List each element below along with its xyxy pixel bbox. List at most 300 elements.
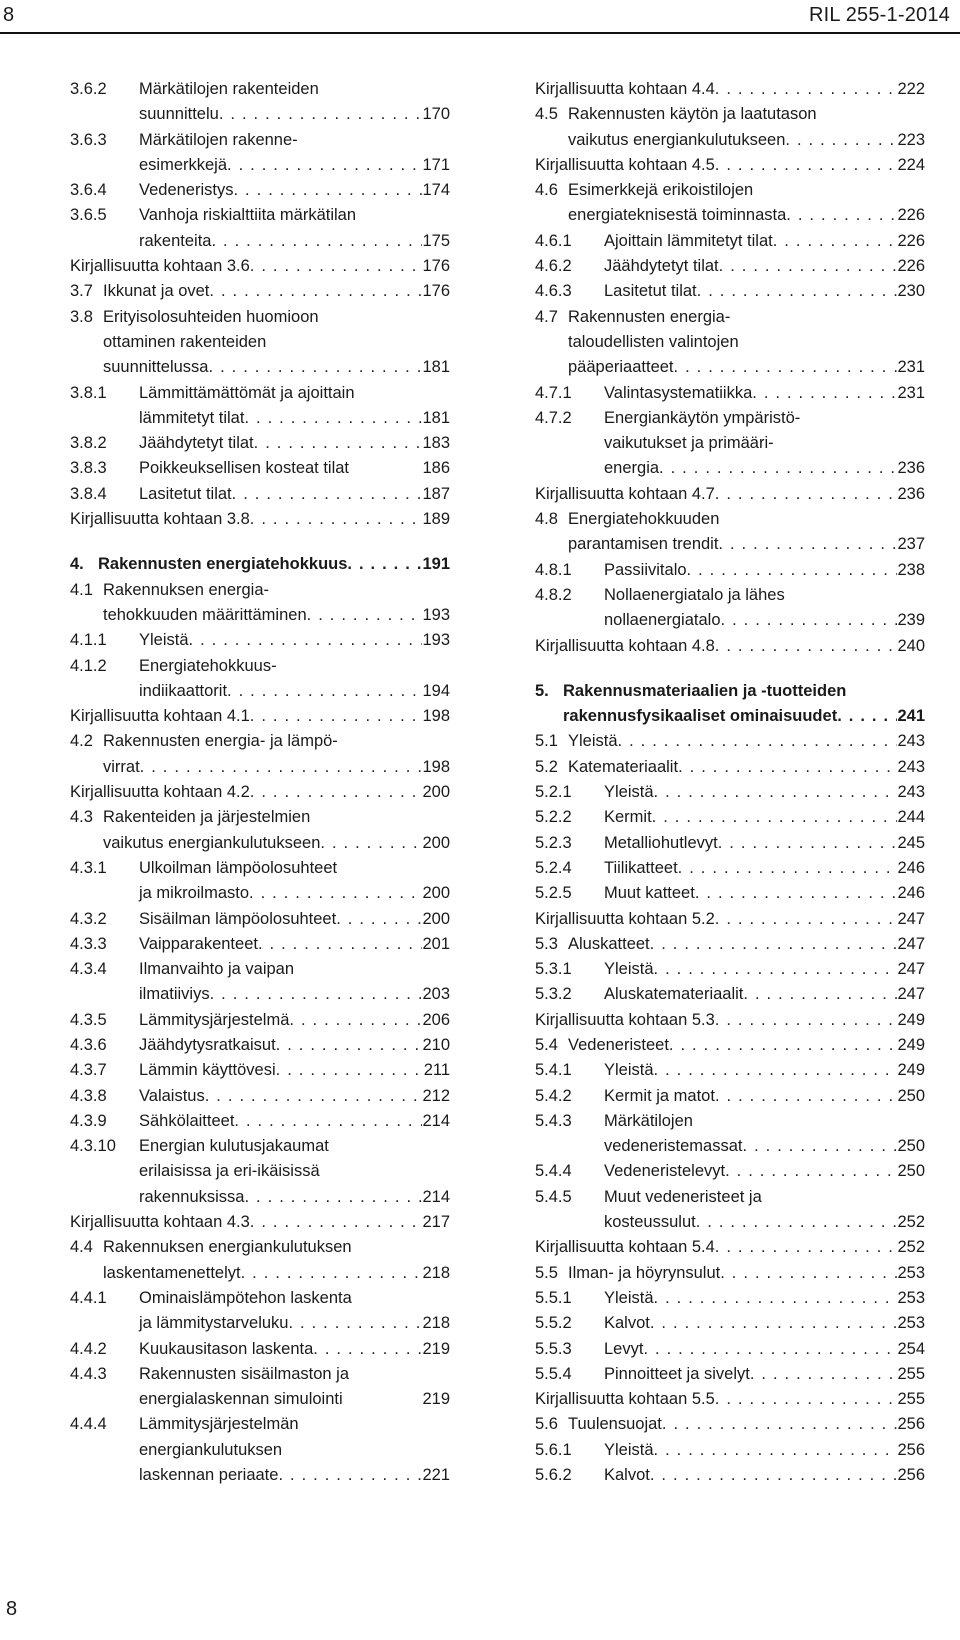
- leader-dots: [307, 603, 423, 628]
- toc-entry-title: Yleistä: [604, 1440, 654, 1459]
- leader-dots: [219, 102, 423, 127]
- toc-literature-entry[interactable]: [535, 907, 925, 932]
- header-rule: [0, 32, 960, 34]
- leader-dots: [209, 355, 423, 380]
- toc-entry-number: 4.1: [70, 580, 93, 599]
- toc-chapter-entry[interactable]: [70, 552, 450, 577]
- toc-page-number: 243: [897, 783, 925, 802]
- toc-page-number: 224: [897, 155, 925, 174]
- toc-entry[interactable]: [70, 1134, 450, 1210]
- toc-entry[interactable]: [70, 1362, 450, 1413]
- toc-page-number: 254: [897, 1339, 925, 1358]
- toc-entry[interactable]: [535, 102, 925, 153]
- toc-entry[interactable]: [535, 1159, 925, 1184]
- leader-dots: [232, 482, 423, 507]
- toc-entry-number: 5.5.1: [535, 1288, 572, 1307]
- toc-literature-entry[interactable]: [535, 482, 925, 507]
- toc-entry[interactable]: [70, 381, 450, 432]
- toc-entry-number: 4.3.6: [70, 1035, 107, 1054]
- toc-entry[interactable]: [535, 755, 925, 780]
- toc-entry[interactable]: [70, 1286, 450, 1337]
- leader-dots: [695, 881, 898, 906]
- toc-entry-number: 3.6.2: [70, 80, 107, 98]
- toc-entry[interactable]: [70, 203, 450, 254]
- toc-entry-number: 5.5: [535, 1263, 558, 1282]
- toc-entry-number: 5.2: [535, 757, 558, 776]
- toc-entry-number: 4.6: [535, 181, 558, 200]
- toc-entry-title: Lämmin käyttövesi: [139, 1061, 276, 1080]
- toc-page-number: 191: [422, 555, 450, 574]
- toc-page-number: 200: [422, 783, 450, 802]
- toc-literature-entry[interactable]: [535, 1387, 925, 1412]
- leader-dots: [659, 456, 897, 481]
- toc-entry[interactable]: [70, 1337, 450, 1362]
- toc-page-number: 222: [897, 80, 925, 98]
- leader-dots: [715, 1235, 898, 1260]
- leader-dots: [718, 532, 897, 557]
- toc-entry[interactable]: [70, 1109, 450, 1134]
- toc-entry-number: 4.4.3: [70, 1364, 107, 1383]
- toc-entry[interactable]: [535, 780, 925, 805]
- toc-entry[interactable]: [70, 1235, 450, 1286]
- toc-entry-number: 4.3.7: [70, 1061, 107, 1080]
- toc-page-number: 247: [897, 909, 925, 928]
- leader-dots: [715, 1084, 898, 1109]
- toc-page-number: 240: [897, 636, 925, 655]
- toc-entry[interactable]: [70, 456, 450, 481]
- toc-entry-title: rakenteita: [139, 231, 212, 250]
- toc-entry[interactable]: [535, 1109, 925, 1160]
- toc-entry[interactable]: [535, 583, 925, 634]
- leader-dots: [720, 1261, 897, 1286]
- toc-page-number: 247: [897, 985, 925, 1004]
- toc-entry-title: ilmatiiviys: [139, 985, 210, 1004]
- toc-entry[interactable]: [535, 1337, 925, 1362]
- toc-entry-title: Kermit: [604, 808, 652, 827]
- leader-dots: [233, 178, 422, 203]
- toc-entry-title: Rakennusten energia-: [568, 307, 731, 326]
- toc-entry-number: 5.6.2: [535, 1466, 572, 1485]
- toc-literature-entry[interactable]: [535, 153, 925, 178]
- leader-dots: [687, 558, 898, 583]
- toc-entry-title: Aluskatteet: [568, 934, 650, 953]
- toc-entry-title: Lämmitysjärjestelmän: [139, 1415, 299, 1434]
- toc-page-number: 194: [422, 681, 450, 700]
- toc-entry[interactable]: [535, 178, 925, 229]
- toc-literature-entry[interactable]: [70, 704, 450, 729]
- toc-entry-title: Pinnoitteet ja sivelyt: [604, 1364, 750, 1383]
- leader-dots: [715, 77, 898, 102]
- toc-entry[interactable]: [535, 1058, 925, 1083]
- toc-chapter-entry[interactable]: [535, 679, 925, 730]
- toc-entry-title: Ulkoilman lämpöolosuhteet: [139, 858, 338, 877]
- toc-entry-number: 4.3.2: [70, 909, 107, 928]
- toc-entry-title: Märkätilojen rakenteiden: [139, 80, 319, 98]
- leader-dots: [650, 1311, 898, 1336]
- toc-entry-title: lämmitetyt tilat: [139, 408, 245, 427]
- toc-entry-number: 5.4: [535, 1035, 558, 1054]
- toc-entry-title: indiikaattorit: [139, 681, 228, 700]
- leader-dots: [743, 982, 897, 1007]
- toc-entry-title: Ikkunat ja ovet: [103, 282, 210, 301]
- toc-entry[interactable]: [70, 482, 450, 507]
- toc-entry-title: tehokkuuden määrittäminen: [103, 605, 307, 624]
- toc-page-number: 218: [422, 1314, 450, 1333]
- toc-entry-title: virrat: [103, 757, 140, 776]
- toc-entry[interactable]: [70, 305, 450, 381]
- toc-page-number: 176: [422, 257, 450, 276]
- toc-entry-number: 5.1: [535, 732, 558, 751]
- leader-dots: [652, 805, 898, 830]
- toc-entry-number: 3.6.5: [70, 206, 107, 225]
- toc-entry[interactable]: [70, 1008, 450, 1033]
- toc-entry[interactable]: [535, 957, 925, 982]
- leader-dots: [715, 482, 898, 507]
- toc-page-number: 249: [897, 1010, 925, 1029]
- toc-entry[interactable]: [70, 654, 450, 705]
- toc-entry-title: ottaminen rakenteiden: [103, 332, 267, 351]
- toc-entry-title: Kuukausitason laskenta: [139, 1339, 314, 1358]
- toc-page-number: 171: [422, 155, 450, 174]
- toc-entry[interactable]: [70, 578, 450, 629]
- toc-page-number: 176: [422, 282, 450, 301]
- toc-literature-entry[interactable]: [70, 1210, 450, 1235]
- toc-entry-title: Ominaislämpötehon laskenta: [139, 1288, 352, 1307]
- toc-entry-number: 4.8.1: [535, 560, 572, 579]
- toc-page-number: 221: [422, 1466, 450, 1485]
- toc-entry[interactable]: [70, 932, 450, 957]
- leader-dots: [786, 203, 897, 228]
- toc-entry-title: Vedeneristeet: [568, 1035, 669, 1054]
- toc-page-number: 249: [897, 1035, 925, 1054]
- toc-entry[interactable]: [535, 1084, 925, 1109]
- toc-literature-entry[interactable]: [70, 780, 450, 805]
- leader-dots: [336, 907, 422, 932]
- toc-entry-title: Rakennuksen energiankulutuksen: [103, 1238, 352, 1257]
- toc-entry-number: 4.6.3: [535, 282, 572, 301]
- leader-dots: [140, 755, 423, 780]
- leader-dots: [837, 704, 897, 729]
- toc-entry[interactable]: [535, 881, 925, 906]
- leader-dots: [696, 1210, 898, 1235]
- toc-entry-number: 3.8: [70, 307, 93, 326]
- toc-entry-title: pääperiaatteet: [568, 358, 674, 377]
- toc-entry[interactable]: [535, 558, 925, 583]
- toc-entry[interactable]: [70, 77, 450, 128]
- toc-entry[interactable]: [70, 907, 450, 932]
- toc-literature-entry[interactable]: [535, 1008, 925, 1033]
- toc-page-number: 193: [422, 605, 450, 624]
- toc-page-number: 181: [422, 358, 450, 377]
- leader-dots: [678, 856, 898, 881]
- toc-page-number: 237: [897, 535, 925, 554]
- leader-dots: [678, 755, 897, 780]
- leader-dots: [313, 1337, 422, 1362]
- leader-dots: [241, 1261, 423, 1286]
- toc-entry-title: Yleistä: [604, 783, 654, 802]
- toc-page-number: 198: [422, 707, 450, 726]
- toc-entry-title: Ilman- ja höyrynsulut: [568, 1263, 721, 1282]
- toc-literature-entry[interactable]: [70, 507, 450, 532]
- leader-dots: [258, 932, 423, 957]
- toc-entry[interactable]: [535, 982, 925, 1007]
- leader-dots: [288, 1311, 422, 1336]
- leader-dots: [669, 1033, 898, 1058]
- toc-entry[interactable]: [70, 957, 450, 1008]
- toc-entry[interactable]: [535, 381, 925, 406]
- toc-entry-number: 5.: [535, 681, 549, 700]
- leader-dots: [718, 831, 898, 856]
- toc-entry-title: Kalvot: [604, 1314, 650, 1333]
- toc-entry-title: rakennuksissa: [139, 1187, 245, 1206]
- toc-entry-title: suunnittelu: [139, 105, 219, 124]
- toc-entry-number: 4.6.1: [535, 231, 572, 250]
- section-gap: [70, 532, 450, 552]
- toc-entry-title: Kirjallisuutta kohtaan 3.8: [70, 510, 250, 529]
- toc-entry-title: Rakennuksen energia-: [103, 580, 270, 599]
- toc-entry[interactable]: [535, 831, 925, 856]
- toc-page-number: 214: [422, 1111, 450, 1130]
- toc-entry[interactable]: [535, 254, 925, 279]
- toc-page-number: 175: [422, 231, 450, 250]
- toc-entry-title: Kirjallisuutta kohtaan 3.6: [70, 257, 250, 276]
- toc-entry-number: 5.3: [535, 934, 558, 953]
- toc-entry-number: 5.4.2: [535, 1086, 572, 1105]
- toc-entry-number: 4.4: [70, 1238, 93, 1257]
- toc-entry-title: Vedeneristys: [139, 181, 234, 200]
- toc-page-number: 193: [422, 631, 450, 650]
- toc-literature-entry[interactable]: [535, 634, 925, 659]
- toc-page-number: 206: [422, 1010, 450, 1029]
- toc-entry-title: Sähkölaitteet: [139, 1111, 235, 1130]
- toc-entry[interactable]: [535, 805, 925, 830]
- toc-entry[interactable]: [535, 932, 925, 957]
- toc-entry-title: Märkätilojen: [604, 1111, 693, 1130]
- toc-entry-number: 4.8.2: [535, 585, 572, 604]
- toc-entry[interactable]: [535, 1463, 925, 1488]
- toc-page-number: 255: [897, 1364, 925, 1383]
- toc-entry-title: Valaistus: [139, 1086, 205, 1105]
- leader-dots: [278, 1463, 422, 1488]
- leader-dots: [750, 1362, 898, 1387]
- toc-entry[interactable]: [70, 729, 450, 780]
- toc-page-number: 211: [423, 1061, 450, 1080]
- toc-entry-title: esimerkkejä: [139, 155, 228, 174]
- toc-entry[interactable]: [535, 1261, 925, 1286]
- toc-page-number: 243: [897, 757, 925, 776]
- toc-entry[interactable]: [70, 128, 450, 179]
- leader-dots: [347, 552, 422, 577]
- toc-entry[interactable]: [70, 1084, 450, 1109]
- toc-literature-entry[interactable]: [535, 1235, 925, 1260]
- toc-entry-title: Nollaenergiatalo ja lähes: [604, 585, 785, 604]
- toc-entry-title: suunnittelussa: [103, 358, 209, 377]
- toc-page-number: 255: [897, 1390, 925, 1409]
- toc-entry[interactable]: [535, 1185, 925, 1236]
- toc-entry[interactable]: [535, 406, 925, 482]
- leader-dots: [250, 507, 423, 532]
- toc-entry-title: Yleistä: [139, 631, 189, 650]
- leader-dots: [715, 1387, 898, 1412]
- page-header: [0, 0, 960, 32]
- toc-entry-title: Märkätilojen rakenne-: [139, 130, 298, 149]
- toc-entry-title: Jäähdytetyt tilat: [139, 434, 254, 453]
- toc-entry[interactable]: [70, 1058, 450, 1083]
- leader-dots: [715, 907, 898, 932]
- toc-entry-number: 5.3.1: [535, 960, 572, 979]
- toc-entry-title: Lämmittämättömät ja ajoittain: [139, 383, 355, 402]
- toc-entry-title: rakennusfysikaaliset ominaisuudet: [563, 707, 838, 726]
- toc-entry[interactable]: [70, 628, 450, 653]
- toc-page-number: 217: [422, 1213, 450, 1232]
- toc-page-number: 246: [897, 884, 925, 903]
- toc-entry[interactable]: [70, 431, 450, 456]
- leader-dots: [725, 1159, 897, 1184]
- toc-entry-number: 5.2.5: [535, 884, 572, 903]
- toc-page-number: 247: [897, 960, 925, 979]
- toc-entry[interactable]: [535, 1311, 925, 1336]
- leader-dots: [721, 608, 898, 633]
- toc-entry-title: Ajoittain lämmitetyt tilat: [604, 231, 773, 250]
- toc-entry[interactable]: [70, 856, 450, 907]
- toc-entry[interactable]: [535, 729, 925, 754]
- toc-entry-title: Lasitetut tilat: [139, 484, 232, 503]
- toc-entry-title: Yleistä: [604, 1288, 654, 1307]
- toc-entry[interactable]: [535, 1438, 925, 1463]
- leader-dots: [743, 1134, 898, 1159]
- toc-entry-title: Erityisolosuhteiden huomioon: [103, 307, 319, 326]
- toc-page-number: 230: [897, 282, 925, 301]
- toc-page-number: 218: [422, 1263, 450, 1282]
- toc-entry-title: Rakennusten sisäilmaston ja: [139, 1364, 350, 1383]
- leader-dots: [785, 128, 897, 153]
- toc-page-number: 200: [422, 884, 450, 903]
- toc-page-number: 198: [422, 757, 450, 776]
- toc-entry[interactable]: [535, 507, 925, 558]
- toc-page-number: 252: [897, 1238, 925, 1257]
- toc-entry-number: 5.6: [535, 1415, 558, 1434]
- toc-page-number: 252: [897, 1213, 925, 1232]
- toc-entry-title: erilaisissa ja eri-ikäisissä: [139, 1162, 320, 1181]
- leader-dots: [715, 153, 898, 178]
- toc-page-number: 236: [897, 484, 925, 503]
- toc-entry-title: Kirjallisuutta kohtaan 4.2: [70, 783, 250, 802]
- toc-page-number: 243: [897, 732, 925, 751]
- toc-entry[interactable]: [535, 1286, 925, 1311]
- footer-page-number: 8: [6, 1598, 18, 1620]
- header-page-number: 8: [3, 4, 15, 26]
- toc-entry-number: 4.7: [535, 307, 558, 326]
- toc-entry-title: ja mikroilmasto: [139, 884, 250, 903]
- leader-dots: [254, 431, 423, 456]
- toc-entry-title: Valintasystematiikka: [604, 383, 753, 402]
- toc-page-number: 250: [897, 1137, 925, 1156]
- toc-entry-title: Kirjallisuutta kohtaan 4.8: [535, 636, 715, 655]
- toc-entry-title: energialaskennan simulointi: [139, 1390, 343, 1409]
- toc-entry-title: Vaipparakenteet: [139, 934, 258, 953]
- toc-entry-number: 5.4.3: [535, 1111, 572, 1130]
- toc-right-column: [535, 77, 925, 1488]
- leader-dots: [654, 1286, 898, 1311]
- leader-dots: [227, 153, 422, 178]
- toc-entry[interactable]: [535, 279, 925, 304]
- toc-entry-number: 5.5.3: [535, 1339, 572, 1358]
- toc-page-number: 201: [422, 934, 450, 953]
- toc-page-number: 245: [897, 833, 925, 852]
- toc-page-number: 219: [422, 1390, 450, 1409]
- toc-entry[interactable]: [70, 279, 450, 304]
- toc-entry-number: 4.4.2: [70, 1339, 107, 1358]
- toc-entry[interactable]: [535, 229, 925, 254]
- leader-dots: [276, 1058, 424, 1083]
- toc-entry-number: 4.3.5: [70, 1010, 107, 1029]
- toc-entry-title: Kirjallisuutta kohtaan 5.5: [535, 1390, 715, 1409]
- toc-entry-title: energiankulutuksen: [139, 1440, 283, 1459]
- toc-entry-title: laskennan periaate: [139, 1466, 279, 1485]
- toc-entry-title: ja lämmitystarveluku: [139, 1314, 289, 1333]
- toc-literature-entry[interactable]: [70, 254, 450, 279]
- toc-page-number: 183: [422, 434, 450, 453]
- toc-entry-number: 5.4.1: [535, 1061, 572, 1080]
- toc-entry[interactable]: [535, 305, 925, 381]
- leader-dots: [250, 780, 423, 805]
- toc-entry[interactable]: [535, 856, 925, 881]
- toc-entry-title: Kirjallisuutta kohtaan 5.3: [535, 1010, 715, 1029]
- toc-page-number: 186: [422, 459, 450, 478]
- leader-dots: [715, 1008, 898, 1033]
- leader-dots: [650, 1463, 898, 1488]
- toc-entry[interactable]: [70, 1033, 450, 1058]
- toc-entry[interactable]: [70, 1412, 450, 1488]
- toc-page-number: 231: [897, 383, 925, 402]
- toc-page-number: 223: [897, 130, 925, 149]
- toc-literature-entry[interactable]: [535, 77, 925, 102]
- toc-page-number: 174: [422, 181, 450, 200]
- toc-entry[interactable]: [535, 1033, 925, 1058]
- leader-dots: [205, 1084, 423, 1109]
- toc-entry-number: 4.7.2: [535, 408, 572, 427]
- toc-page-number: 241: [897, 707, 925, 726]
- toc-entry-title: Kirjallisuutta kohtaan 4.5: [535, 155, 715, 174]
- toc-page-number: 219: [422, 1339, 450, 1358]
- toc-entry[interactable]: [70, 805, 450, 856]
- toc-entry-number: 5.2.3: [535, 833, 572, 852]
- toc-entry-title: nollaenergiatalo: [604, 611, 721, 630]
- toc-entry-title: Passiivitalo: [604, 560, 687, 579]
- toc-entry-number: 4.3.9: [70, 1111, 107, 1130]
- toc-entry-title: Lasitetut tilat: [604, 282, 697, 301]
- toc-page-number: 256: [897, 1440, 925, 1459]
- toc-left-column: [70, 77, 450, 1488]
- toc-entry-title: parantamisen trendit: [568, 535, 719, 554]
- toc-entry[interactable]: [535, 1362, 925, 1387]
- toc-entry[interactable]: [535, 1412, 925, 1437]
- leader-dots: [697, 279, 898, 304]
- toc-entry-number: 5.5.2: [535, 1314, 572, 1333]
- toc-entry[interactable]: [70, 178, 450, 203]
- section-gap: [535, 659, 925, 679]
- leader-dots: [643, 1337, 897, 1362]
- toc-entry-title: Jäähdytetyt tilat: [604, 257, 719, 276]
- toc-page-number: 253: [897, 1263, 925, 1282]
- leader-dots: [752, 381, 897, 406]
- toc-entry-number: 4.4.4: [70, 1415, 107, 1434]
- toc-page-number: 226: [897, 231, 925, 250]
- toc-entry-title: Poikkeuksellisen kosteat tilat: [139, 459, 350, 478]
- leader-dots: [250, 704, 423, 729]
- toc-page-number: 253: [897, 1314, 925, 1333]
- toc-entry-title: Rakennusmateriaalien ja -tuotteiden: [563, 681, 847, 700]
